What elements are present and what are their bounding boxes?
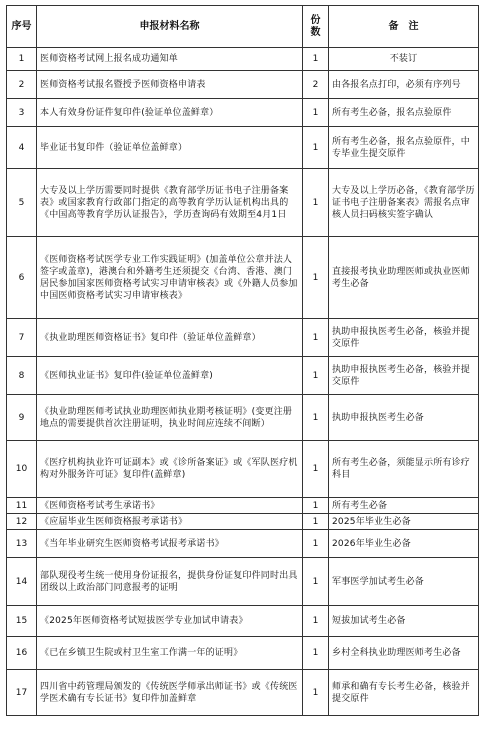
- document: [6, 5, 478, 716]
- table-row: [7, 558, 479, 606]
- row-copies: 1: [303, 48, 329, 71]
- header-no: 序号: [7, 6, 37, 48]
- row-remark: 不装订: [329, 48, 479, 71]
- row-material: 医师资格考试报名暨授予医师资格申请表: [37, 71, 303, 99]
- row-remark: 执助申报执医考生必备: [329, 395, 479, 441]
- row-copies: 1: [303, 637, 329, 670]
- row-material: 《当年毕业研究生医师资格考试报考承诺书》: [37, 530, 303, 558]
- row-material: 大专及以上学历需要同时提供《教育部学历证书电子注册备案表》或国家教育行政部门指定的高等教育学历认证机构出具的《中国高等教育学历认证报告》，学历查询码有效期至4月1日: [37, 169, 303, 237]
- row-remark: 执助申报执医考生必备，核验并提交原件: [329, 319, 479, 357]
- row-copies: 1: [303, 670, 329, 716]
- row-no: 12: [7, 514, 37, 530]
- header-row: [7, 6, 479, 48]
- materials-table: [6, 5, 479, 716]
- table-row: [7, 237, 479, 319]
- row-no: 1: [7, 48, 37, 71]
- row-copies: 1: [303, 169, 329, 237]
- row-material: 《应届毕业生医师资格报考承诺书》: [37, 514, 303, 530]
- row-material: 医师资格考试网上报名成功通知单: [37, 48, 303, 71]
- table-row: [7, 48, 479, 71]
- row-copies: 1: [303, 319, 329, 357]
- row-material: 本人有效身份证件复印件(验证单位盖鲜章）: [37, 99, 303, 127]
- row-material: 《2025年医师资格考试短拔医学专业加试申请表》: [37, 606, 303, 637]
- row-copies: 1: [303, 514, 329, 530]
- row-copies: 1: [303, 606, 329, 637]
- row-copies: 1: [303, 558, 329, 606]
- row-remark: 2025年毕业生必备: [329, 514, 479, 530]
- row-remark: 所有考生必备，须能显示所有诊疗科目: [329, 441, 479, 498]
- table-row: [7, 127, 479, 169]
- table-row: [7, 514, 479, 530]
- table-row: [7, 169, 479, 237]
- table-row: [7, 530, 479, 558]
- row-material: 毕业证书复印件（验证单位盖鲜章）: [37, 127, 303, 169]
- row-remark: 师承和确有专长考生必备，核验并提交原件: [329, 670, 479, 716]
- row-no: 2: [7, 71, 37, 99]
- row-remark: 由各报名点打印，必须有序列号: [329, 71, 479, 99]
- row-material: 《医师资格考试医学专业工作实践证明》(加盖单位公章并法人签字或盖章)，港澳台和外籍考生还须提交《台湾、香港、澳门居民参加国家医师资格考试实习申请审核表》或《外籍人员参加中国医师资格考试实习申请审核表》: [37, 237, 303, 319]
- row-no: 16: [7, 637, 37, 670]
- row-material: 《医师资格考试考生承诺书》: [37, 498, 303, 514]
- row-no: 9: [7, 395, 37, 441]
- row-material: 《医师执业证书》复印件(验证单位盖鲜章): [37, 357, 303, 395]
- table-row: [7, 637, 479, 670]
- row-no: 11: [7, 498, 37, 514]
- header-copies: 份数: [303, 6, 329, 48]
- row-remark: 所有考生必备，报名点验原件，中专毕业生提交原件: [329, 127, 479, 169]
- row-remark: 大专及以上学历必备，《教育部学历证书电子注册备案表》需报名点审核人员扫码核实签字确认: [329, 169, 479, 237]
- row-material: 《医疗机构执业许可证副本》或《诊所备案证》或《军队医疗机构对外服务许可证》复印件(盖鲜章): [37, 441, 303, 498]
- table-row: [7, 395, 479, 441]
- row-copies: 1: [303, 237, 329, 319]
- table-row: [7, 319, 479, 357]
- row-material: 部队现役考生统一使用身份证报名，提供身份证复印件同时出具团级以上政治部门同意报考的证明: [37, 558, 303, 606]
- table-row: [7, 670, 479, 716]
- row-material: 《执业助理医师资格证书》复印件（验证单位盖鲜章）: [37, 319, 303, 357]
- table-row: [7, 71, 479, 99]
- row-copies: 1: [303, 127, 329, 169]
- row-no: 17: [7, 670, 37, 716]
- row-no: 10: [7, 441, 37, 498]
- row-no: 7: [7, 319, 37, 357]
- row-no: 5: [7, 169, 37, 237]
- row-no: 6: [7, 237, 37, 319]
- row-no: 15: [7, 606, 37, 637]
- row-copies: 1: [303, 441, 329, 498]
- header-remark: 备 注: [329, 6, 479, 48]
- table-row: [7, 606, 479, 637]
- row-material: 《执业助理医师考试执业助理医师执业期考核证明》(变更注册地点的需要提供首次注册证明，执业时间应连续不间断）: [37, 395, 303, 441]
- row-copies: 2: [303, 71, 329, 99]
- row-remark: 短拔加试考生必备: [329, 606, 479, 637]
- row-material: 四川省中药管理局颁发的《传统医学师承出师证书》或《传统医学医术确有专长证书》复印件加盖鲜章: [37, 670, 303, 716]
- row-remark: 直接报考执业助理医师或执业医师考生必备: [329, 237, 479, 319]
- row-copies: 1: [303, 530, 329, 558]
- row-remark: 执助申报执医考生必备，核验并提交原件: [329, 357, 479, 395]
- row-remark: 2026年毕业生必备: [329, 530, 479, 558]
- row-remark: 所有考生必备，报名点验原件: [329, 99, 479, 127]
- row-remark: 乡村全科执业助理医师考生必备: [329, 637, 479, 670]
- row-copies: 1: [303, 395, 329, 441]
- table-row: [7, 99, 479, 127]
- row-remark: 所有考生必备: [329, 498, 479, 514]
- header-material: 申报材料名称: [37, 6, 303, 48]
- row-no: 3: [7, 99, 37, 127]
- row-no: 4: [7, 127, 37, 169]
- table-row: [7, 441, 479, 498]
- row-copies: 1: [303, 357, 329, 395]
- table-row: [7, 498, 479, 514]
- row-material: 《已在乡镇卫生院或村卫生室工作满一年的证明》: [37, 637, 303, 670]
- row-no: 8: [7, 357, 37, 395]
- row-no: 14: [7, 558, 37, 606]
- row-copies: 1: [303, 498, 329, 514]
- row-no: 13: [7, 530, 37, 558]
- row-remark: 军事医学加试考生必备: [329, 558, 479, 606]
- row-copies: 1: [303, 99, 329, 127]
- table-row: [7, 357, 479, 395]
